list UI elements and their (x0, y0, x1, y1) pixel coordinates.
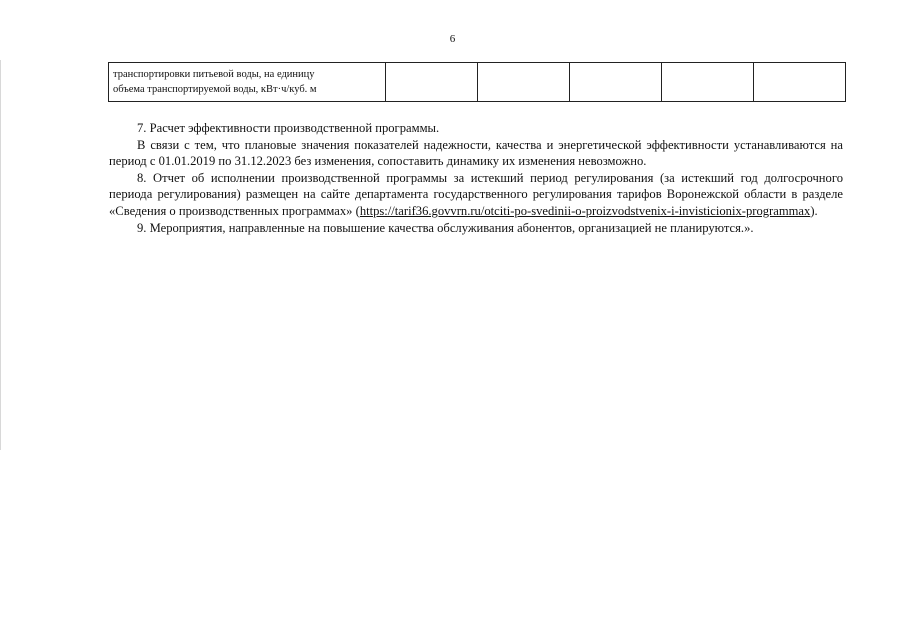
section-8-tail: ). (810, 203, 818, 218)
section-7-heading: 7. Расчет эффективности производственной программы. (137, 121, 440, 135)
table-cell (570, 63, 662, 102)
table-cell (754, 63, 846, 102)
table-row-label-line: объема транспортируемой воды, кВт·ч/куб. м (113, 84, 317, 95)
parameters-table (108, 62, 846, 102)
document-body (109, 120, 843, 236)
table-cell (386, 63, 478, 102)
reports-link[interactable]: https://tarif36.govvrn.ru/otciti-po-svedinii-o-proizvodstvenix-i-invisticionix-programmax (359, 203, 811, 218)
table-cell (662, 63, 754, 102)
page-number: 6 (449, 33, 456, 45)
table-row (109, 63, 846, 102)
section-9-paragraph: 9. Мероприятия, направленные на повышение качества обслуживания абонентов, организацией не планируются.». (137, 220, 754, 235)
table-cell (478, 63, 570, 102)
section-8-text: 8. Отчет об исполнении производственной программы за истекший период регулирования (за истекший год долгосрочного периода регулирования) размещен на сайте департамента государственного регулирования тарифов Воронежской области в разделе «Сведения о производственных программах» ( (109, 170, 843, 218)
table-row-label-line: транспортировки питьевой воды, на единицу (113, 69, 315, 80)
table-row-label (109, 63, 386, 102)
scan-edge-line (0, 60, 1, 450)
section-8-paragraph (109, 170, 843, 220)
section-7-body: В связи с тем, что плановые значения показателей надежности, качества и энергетической эффективности устанавливаются на период с 01.01.2019 по 31.12.2023 без изменения, сопоставить динамику их изменения невозможно. (109, 137, 843, 169)
